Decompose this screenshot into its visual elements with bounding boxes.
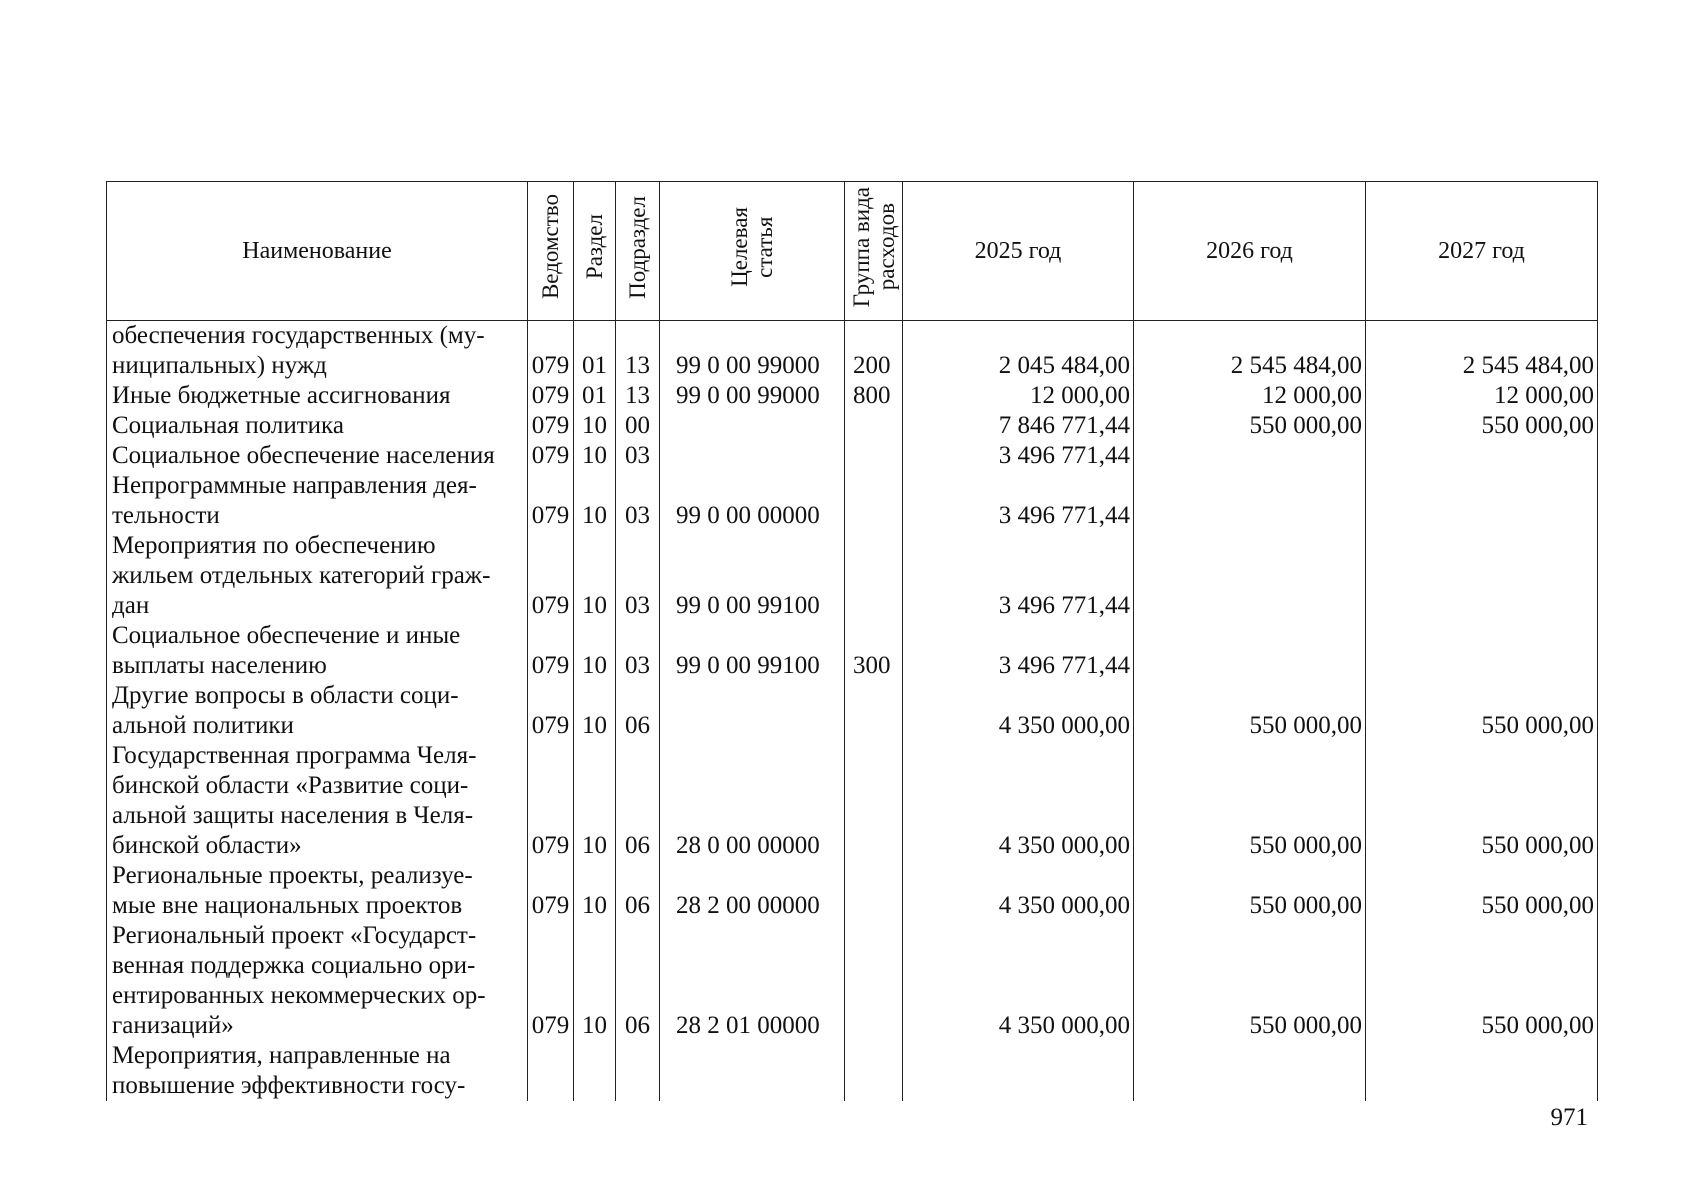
header-expense-group-label: Группа вида расходов	[848, 186, 899, 308]
row-amount-2025-cell: 3 496 771,44	[903, 531, 1134, 621]
row-amount-2026-cell: 12 000,00	[1134, 381, 1366, 411]
row-expense-group-cell	[845, 441, 903, 471]
row-podrazdel-cell: 03	[616, 531, 660, 621]
row-amount-2026-cell: 550 000,00	[1134, 921, 1366, 1041]
row-razdel-cell: 10	[574, 921, 616, 1041]
table-row	[107, 621, 1598, 681]
row-amount-2026-cell	[1134, 531, 1366, 621]
row-target-article-cell: 99 0 00 99100	[660, 621, 845, 681]
row-razdel-cell: 10	[574, 741, 616, 861]
row-expense-group-cell	[845, 1041, 903, 1101]
row-podrazdel-cell: 06	[616, 741, 660, 861]
page-number: 971	[1550, 1104, 1588, 1131]
row-amount-2027-cell	[1366, 1041, 1598, 1101]
table-row	[107, 411, 1598, 441]
row-podrazdel-cell: 06	[616, 681, 660, 741]
row-expense-group-cell: 300	[845, 621, 903, 681]
row-target-article-cell: 28 0 00 00000	[660, 741, 845, 861]
header-vedomstvo-label: Ведомство	[538, 194, 563, 300]
row-expense-group-cell	[845, 681, 903, 741]
row-amount-2025-cell: 4 350 000,00	[903, 741, 1134, 861]
row-amount-2025-cell	[903, 1041, 1134, 1101]
row-target-article-cell: 28 2 01 00000	[660, 921, 845, 1041]
row-amount-2026-cell	[1134, 1041, 1366, 1101]
table-row	[107, 921, 1598, 1041]
row-target-article-cell: 99 0 00 99000	[660, 381, 845, 411]
row-podrazdel-cell: 03	[616, 621, 660, 681]
row-name-cell: Мероприятия, направленные на повышение эффективности госу-	[107, 1041, 528, 1101]
table-row	[107, 681, 1598, 741]
row-razdel-cell: 10	[574, 861, 616, 921]
table-row	[107, 441, 1598, 471]
header-target-article	[660, 182, 845, 321]
row-name-cell: Непрограммные направления дея- тельности	[107, 471, 528, 531]
row-vedomstvo-cell: 079	[528, 681, 574, 741]
row-razdel-cell: 10	[574, 471, 616, 531]
header-target-article-label: Целевая статья	[727, 207, 777, 287]
header-year-2027: 2027 год	[1366, 182, 1598, 321]
row-amount-2026-cell: 550 000,00	[1134, 411, 1366, 441]
row-amount-2025-cell: 3 496 771,44	[903, 471, 1134, 531]
row-amount-2027-cell: 12 000,00	[1366, 381, 1598, 411]
row-amount-2027-cell	[1366, 471, 1598, 531]
row-target-article-cell	[660, 681, 845, 741]
row-vedomstvo-cell: 079	[528, 531, 574, 621]
row-name-cell: Государственная программа Челя- бинской области «Развитие соци- альной защиты населения в Челя- бинской области»	[107, 741, 528, 861]
row-amount-2026-cell: 550 000,00	[1134, 861, 1366, 921]
table-row	[107, 1041, 1598, 1101]
row-amount-2027-cell	[1366, 441, 1598, 471]
row-amount-2027-cell	[1366, 621, 1598, 681]
row-amount-2027-cell: 550 000,00	[1366, 741, 1598, 861]
row-podrazdel-cell: 03	[616, 441, 660, 471]
table-row	[107, 531, 1598, 621]
row-amount-2027-cell	[1366, 531, 1598, 621]
row-target-article-cell	[660, 441, 845, 471]
row-vedomstvo-cell: 079	[528, 921, 574, 1041]
row-name-cell: Социальное обеспечение и иные выплаты населению	[107, 621, 528, 681]
row-target-article-cell: 99 0 00 99100	[660, 531, 845, 621]
row-expense-group-cell	[845, 861, 903, 921]
row-amount-2026-cell	[1134, 621, 1366, 681]
header-razdel-label: Раздел	[582, 214, 607, 280]
row-podrazdel-cell: 13	[616, 321, 660, 382]
budget-table	[106, 181, 1598, 1101]
row-target-article-cell: 99 0 00 99000	[660, 321, 845, 382]
row-razdel-cell: 10	[574, 681, 616, 741]
row-podrazdel-cell	[616, 1041, 660, 1101]
row-target-article-cell: 28 2 00 00000	[660, 861, 845, 921]
table-row	[107, 471, 1598, 531]
row-name-cell: Другие вопросы в области соци- альной политики	[107, 681, 528, 741]
row-vedomstvo-cell	[528, 1041, 574, 1101]
row-podrazdel-cell: 06	[616, 921, 660, 1041]
row-vedomstvo-cell: 079	[528, 471, 574, 531]
row-name-cell: Иные бюджетные ассигнования	[107, 381, 528, 411]
row-expense-group-cell: 200	[845, 321, 903, 382]
row-vedomstvo-cell: 079	[528, 321, 574, 382]
row-razdel-cell: 01	[574, 321, 616, 382]
row-vedomstvo-cell: 079	[528, 381, 574, 411]
row-name-cell: обеспечения государственных (му- ниципальных) нужд	[107, 321, 528, 382]
row-amount-2026-cell: 550 000,00	[1134, 681, 1366, 741]
table-row	[107, 321, 1598, 382]
header-row	[107, 182, 1598, 321]
row-vedomstvo-cell: 079	[528, 621, 574, 681]
row-name-cell: Социальное обеспечение населения	[107, 441, 528, 471]
row-podrazdel-cell: 06	[616, 861, 660, 921]
row-amount-2027-cell: 550 000,00	[1366, 411, 1598, 441]
table-body	[107, 321, 1598, 1102]
row-target-article-cell: 99 0 00 00000	[660, 471, 845, 531]
header-expense-group	[845, 182, 903, 321]
row-target-article-cell	[660, 411, 845, 441]
row-podrazdel-cell: 03	[616, 471, 660, 531]
row-amount-2025-cell: 4 350 000,00	[903, 681, 1134, 741]
row-amount-2027-cell: 2 545 484,00	[1366, 321, 1598, 382]
row-amount-2025-cell: 4 350 000,00	[903, 861, 1134, 921]
header-name: Наименование	[107, 182, 528, 321]
row-razdel-cell: 10	[574, 621, 616, 681]
row-name-cell: Региональный проект «Государст- венная поддержка социально ори- ентированных некоммерческих ор- ганизаций»	[107, 921, 528, 1041]
header-podrazdel	[616, 182, 660, 321]
row-amount-2025-cell: 4 350 000,00	[903, 921, 1134, 1041]
row-amount-2026-cell	[1134, 471, 1366, 531]
row-vedomstvo-cell: 079	[528, 441, 574, 471]
row-amount-2025-cell: 3 496 771,44	[903, 441, 1134, 471]
row-target-article-cell	[660, 1041, 845, 1101]
row-amount-2025-cell: 3 496 771,44	[903, 621, 1134, 681]
header-year-2025: 2025 год	[903, 182, 1134, 321]
row-vedomstvo-cell: 079	[528, 861, 574, 921]
row-podrazdel-cell: 00	[616, 411, 660, 441]
header-razdel	[574, 182, 616, 321]
table-row	[107, 741, 1598, 861]
row-razdel-cell	[574, 1041, 616, 1101]
row-amount-2026-cell	[1134, 441, 1366, 471]
row-amount-2026-cell: 2 545 484,00	[1134, 321, 1366, 382]
row-amount-2025-cell: 7 846 771,44	[903, 411, 1134, 441]
row-amount-2026-cell: 550 000,00	[1134, 741, 1366, 861]
row-vedomstvo-cell: 079	[528, 411, 574, 441]
row-razdel-cell: 10	[574, 441, 616, 471]
row-name-cell: Региональные проекты, реализуе- мые вне национальных проектов	[107, 861, 528, 921]
row-expense-group-cell: 800	[845, 381, 903, 411]
table-header	[107, 182, 1598, 321]
row-amount-2027-cell: 550 000,00	[1366, 921, 1598, 1041]
header-podrazdel-label: Подраздел	[625, 195, 650, 299]
row-expense-group-cell	[845, 921, 903, 1041]
row-razdel-cell: 10	[574, 411, 616, 441]
row-name-cell: Социальная политика	[107, 411, 528, 441]
row-expense-group-cell	[845, 471, 903, 531]
table-row	[107, 861, 1598, 921]
header-year-2026: 2026 год	[1134, 182, 1366, 321]
row-expense-group-cell	[845, 531, 903, 621]
header-vedomstvo	[528, 182, 574, 321]
row-amount-2027-cell: 550 000,00	[1366, 681, 1598, 741]
row-vedomstvo-cell: 079	[528, 741, 574, 861]
row-name-cell: Мероприятия по обеспечению жильем отдельных категорий граж- дан	[107, 531, 528, 621]
row-razdel-cell: 10	[574, 531, 616, 621]
row-razdel-cell: 01	[574, 381, 616, 411]
row-amount-2025-cell: 12 000,00	[903, 381, 1134, 411]
row-amount-2025-cell: 2 045 484,00	[903, 321, 1134, 382]
row-podrazdel-cell: 13	[616, 381, 660, 411]
row-expense-group-cell	[845, 411, 903, 441]
row-expense-group-cell	[845, 741, 903, 861]
row-amount-2027-cell: 550 000,00	[1366, 861, 1598, 921]
table-row	[107, 381, 1598, 411]
